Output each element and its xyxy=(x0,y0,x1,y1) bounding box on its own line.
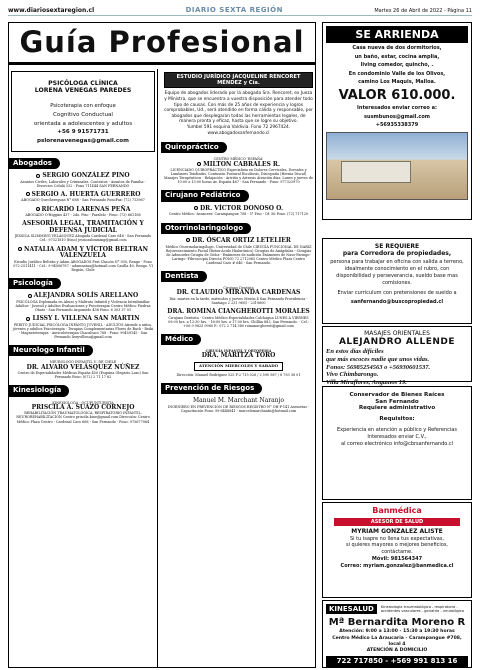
website-link[interactable]: www.diariosextaregion.cl xyxy=(8,6,95,14)
listing-center: CENTRO MÉDICO 'ESPAÑA' xyxy=(213,157,264,162)
ad-line: En estos días difíciles xyxy=(326,347,384,355)
listing-detail: REHABILITACIÓN TRAUMATOLÓGICA, RESPIRATORIO INFANTIL, NEUROREHABILITACIÓN Centro priscila.kine@gmail.com Dirección: Centro Médico Plaza Centro - Cardenal Caro 668 - San Fernando - Fono: 975677064 xyxy=(16,411,150,424)
listing-detail: Estudio Jurídico Beltrán y Adam ABOGADOS Prat Chacón N° 930, Rengo - Fono 072-2511411 - Cel.: 9-94006787 - adamnataa@hotmail.com Casilla 40, Rengo. VI Región. Chile xyxy=(13,259,153,272)
category-kinesiologia: Kinesiología xyxy=(9,385,69,396)
psy-email[interactable]: pslorenavenegas@gmail.com xyxy=(37,138,129,144)
listing-detail: Dirección: Manuel Rodríguez 525 F:2 715 026 / 2 590 587 / 8 793 38 01 xyxy=(176,372,301,377)
listing-velasquez xyxy=(9,358,157,381)
ej-web[interactable]: www.abogadosanfernando.cl xyxy=(207,130,270,136)
listing-name: DRA. ROMINA CIANGHEROTTI MORALES xyxy=(167,308,310,316)
house-photo xyxy=(326,132,468,200)
listing-detail: Cirujano Dentista - Centro Médico Especialidades Colchagua LUNES A VIERNES 09:00 hrs. a 13:30 hrs. - 16:00 hrs. a 17:00 hrs. Chillán 883, San Fernando. - Cel.: +56 9 9825 9980 F.: 072 2 714 380 romanacgheroti@gmail.com xyxy=(168,315,309,328)
bullet-icon xyxy=(194,206,198,210)
ad-heading: MASAJES ORIENTALES xyxy=(364,330,430,337)
ad-heading: ASESOR DE SALUD xyxy=(334,518,460,526)
ad-body: Interesados enviar C.V., xyxy=(367,433,427,440)
ad-line: Vivo Chimbarongo. xyxy=(326,371,379,379)
listing-name: MILTON CABRALES R. xyxy=(203,160,280,168)
listing-name: DR. CLAUDIO MIRANDA CARDENAS xyxy=(176,289,301,297)
ad-masajes xyxy=(322,326,472,387)
ad-name: Mª Bernardita Moreno R xyxy=(328,617,466,629)
ad-conservador xyxy=(322,386,472,500)
category-otorrino: Otorrinolaringologo xyxy=(161,223,251,234)
bullet-icon xyxy=(18,247,22,251)
ad-heading: SE ARRIENDA xyxy=(326,26,468,43)
bullet-icon xyxy=(197,162,201,166)
psy-name: LORENA VENEGAS PAREDES xyxy=(34,87,132,95)
professional-guide xyxy=(8,22,316,668)
listing-detail: Asuntos Civiles, Laborales y Criminales. Contratos - Asuntos de Familia - Divorcios Celulá 532 - Fono 711444 SAN FERNANDO xyxy=(20,179,146,188)
ad-se-arrienda xyxy=(322,22,472,220)
kinesalud-logo xyxy=(326,604,468,614)
category-medico: Médico xyxy=(161,334,201,345)
ad-line: Interesados enviar correo a: xyxy=(357,105,437,112)
listing-name: ALEJANDRA SOLÍS ARELLANO xyxy=(33,292,139,300)
bullet-icon xyxy=(26,317,30,321)
listing-name: Manuel M. Marchant Naranjo xyxy=(193,397,284,405)
ad-body: Si tu isapre no llena tus expectativas, xyxy=(349,535,445,542)
category-abogados: Abogados xyxy=(9,158,60,169)
ad-se-requiere xyxy=(322,238,472,324)
newspaper-name: DIARIO SEXTA REGIÓN xyxy=(185,6,283,15)
ad-heading: San Fernando xyxy=(375,398,419,405)
guide-title: Guía Profesional xyxy=(19,25,305,60)
ad-note: ATENCIÓN A DOMICILIO xyxy=(366,647,428,653)
listing-cingherotti xyxy=(161,307,316,330)
category-neurologo: Neurologo Infantil xyxy=(9,345,93,356)
listing-detail: ABOGADO O'Higgins 437 - 2do. Piso - Paralelo - Fono: (72) 661168 xyxy=(25,213,141,218)
ad-line: que más escoces nadie que unos vidas. xyxy=(326,355,430,363)
guide-banner xyxy=(9,23,315,65)
listing-donoso xyxy=(161,204,316,219)
psychologist-ad xyxy=(11,71,155,152)
listing-detail: ABOGADO Quechereguas N° 688 - San Fernando FonoFax: (72) 713967 xyxy=(21,198,145,203)
category-dentista: Dentista xyxy=(161,271,207,282)
listing-specialty: CIRUGÍA INFANTIL Y ORTOPEDIA xyxy=(205,349,272,354)
listing-detail: PSICÓLOGA Diplomada en Abuso y Maltrato Infantil y Violencia Intrafamiliar Adultos - Juvenil y Adultos Evaluaciones y Psicoterapia Centro Médico Piedras Oñate - San Fernando Argomedo 436 Fono: 6 303 37 01 xyxy=(15,299,151,313)
category-cirujano: Cirujano Pediátrico xyxy=(161,190,249,201)
psy-desc-1: Psicoterapia con enfoque xyxy=(50,102,116,109)
ad-body: contáctame. xyxy=(381,549,413,556)
listing-estudio-juridico xyxy=(161,69,316,138)
house-shape xyxy=(341,161,411,183)
ad-name: ALEJANDRO ALLENDE xyxy=(338,337,456,348)
listing-detail: Día: martes en la tarde, miércoles y jueves Mesón 4 San Fernando Providencia - Santiago 2 231 9601 - 2319600 xyxy=(169,296,308,306)
ad-hours: Atención: 9:00 a 13:00 - 15:30 a 19:30 horas xyxy=(339,629,455,635)
ad-address: Centro Médico La Araucaria - Carampangue #708, local 4 xyxy=(332,635,462,647)
guide-left-column xyxy=(9,69,158,667)
listing-detail: Médico Otorrinolaringólogo, Universidad de Chile CIRUGÍA FUNCIONAL DE NARIZ Rejuvenecimiento Facial (Botox-Ácido Hialurónico) Cirugías de Amígdalas - Cirugías de Adenoides Cirugía de Oídos - Exámenes de audición Exámenes de Naso-Faringo-Laringo -Fibroscopia Directa FONO 72 2712065 Centro Médico Plaza Centro Cardenal Caro # 646 - San Fernando. xyxy=(165,244,312,265)
psy-desc-3: orientada a adolescentes y adultos xyxy=(33,120,133,127)
bullet-icon xyxy=(36,174,40,178)
listing-name: DRA. MARITZA TORO xyxy=(201,352,276,360)
listing-detail: Centro Médico 'Asuncera' Carampangue 708 - 5° Piso - Of. 56 Fono: (72) 717120 xyxy=(168,212,309,217)
ad-heading: Conservador de Bienes Raíces xyxy=(349,392,445,398)
listing-miranda xyxy=(161,284,316,307)
listing-toro xyxy=(161,347,316,379)
listing-specialty: Cirujano Dentista xyxy=(223,286,254,291)
estudio-juridico-logo: ESTUDIO JURÍDICO JACQUELINE RENCORET MÉNDEZ y Cía. xyxy=(164,72,313,88)
schedule-box: ATENCIÓN MIERCOLES Y SABADO xyxy=(194,362,283,371)
ad-line: Casa nueva de dos dormitorios, xyxy=(352,45,442,52)
listing-detail: LICENCIADO QUIROPRÁCTICO Especialista en Dolores Cervicales, Dorsales y Lumbares Tendinitis, Contusión Postural Escoliosis, Discopatía (Hernia Discal) Masajes Terapéuticos - Relajación - Artritis y Artrosis Atención días: Lunes y jueves de 10:00 a 13:00 horas Av. España 467 - San Fernando - Fono: 977323970 xyxy=(164,168,314,185)
kinesalud-services: Kinesiología traumatológica - respiratoria - accidentes vasculares - geriatría - neurológica xyxy=(380,604,464,614)
listing-ortiz xyxy=(161,236,316,267)
ej-contact: Yumbel 591 esquina Valdivia. Fono 72 2967424. xyxy=(186,124,291,130)
listing-name: DR. ÓSCAR ORTIZ LETELIER xyxy=(192,236,291,244)
listing-huerta xyxy=(9,190,157,205)
ad-email[interactable]: Correo: myriam.gonzalez@banmedica.cl xyxy=(340,562,454,569)
listing-name: DR. VÍCTOR DONOSO O. xyxy=(199,204,284,212)
listing-slimming xyxy=(9,219,157,244)
listing-detail: Centro de Especialidades Médicas España 450 (Esquina Olegario Lazo) San Fernando Fono: (072) 2 71 17 62 xyxy=(17,371,149,380)
listing-villena xyxy=(9,314,157,341)
ad-phone[interactable]: 722 717850 - +569 991 813 16 xyxy=(326,656,468,666)
ad-body: Enviar curriculum con pretensiones de sueldo a xyxy=(337,290,457,297)
ad-body: si quieres mayores o mejores beneficios, xyxy=(345,542,449,549)
psy-desc-2: Cognitivo Conductual xyxy=(52,111,113,118)
ad-phone[interactable]: Móvil: 981564347 xyxy=(371,555,423,562)
ad-heading: SE REQUIERE xyxy=(374,243,420,250)
listing-detail: INGENIERO EN PREVENCIÓN DE RIESGOS REGISTRO N° OH-P-141 Asesorías - Capacitación Fono: 99-6448841 - marcelomarchantn@hotmail.com xyxy=(167,404,310,413)
bullet-icon xyxy=(186,238,190,242)
category-psicologia: Psicología xyxy=(9,278,61,289)
ad-price: VALOR 610.000. xyxy=(338,87,456,103)
listing-name: PRISCILA A. SUAZO CORNEJO xyxy=(31,403,135,411)
ad-kinesalud xyxy=(322,600,472,668)
page-date: Martes 26 de Abril de 2022 - Página 11 xyxy=(374,7,472,14)
listing-name: LISSY I. VILLENA SAN MARTIN xyxy=(32,315,140,323)
ad-line: Villa Miraflores, Angamos 19. xyxy=(326,379,407,387)
guide-right-column xyxy=(161,69,316,667)
bullet-icon xyxy=(28,294,32,298)
psy-phone[interactable]: +56 9 91571731 xyxy=(57,129,109,136)
ad-line: living comedor, quincho, . xyxy=(360,62,434,69)
ad-email[interactable]: sanfernando@buscopropiedad.cl xyxy=(350,299,444,306)
ad-banmedica xyxy=(322,502,472,598)
listing-detail: PERITO JUDICIAL PSICÓLOGA INFANTO JUVENIL - ADULTOS Atiende a niños, jóvenes y adultos Psicoterapia - Terapias Complementarias Flores de Bach - Reiki - Magnetoterapia - Auriculoterapia Chacabuco 768 - Fono: 99459145 - San Fernando lissyvillena@gmail.com xyxy=(12,322,154,339)
listing-name: ASESORÍA LEGAL, TRAMITACIÓN Y DEFENSA JUDICIAL xyxy=(22,220,144,234)
listing-solis xyxy=(9,291,157,314)
listing-name: NATALIA ADAM Y VÍCTOR BELTRAN VALENZUELA xyxy=(24,245,148,260)
listing-marchant xyxy=(161,396,316,415)
ad-body: Experiencia en atención a público y Referencias xyxy=(337,426,457,433)
ad-subheading: para Corredora de propiedades, xyxy=(342,250,452,258)
listing-specialty: NEUROLOGO INFANTIL U. DE CHILE xyxy=(49,360,117,365)
ad-line: camino Los Maquis, Malloa. xyxy=(358,79,436,86)
ad-phone[interactable]: Fonos: 56985254563 o +56930601537. xyxy=(326,363,431,371)
ad-phone[interactable]: +56935338379 xyxy=(375,122,419,129)
ad-body: persona para trabajar en oficina con salida a terreno, idealmente conocimiento en el rubro, con disponibilidad y perseverancia, sueldo base mas comisiones. xyxy=(330,259,464,286)
ad-line: En condominio Valle de los Olivos, xyxy=(348,70,446,77)
listing-name: DR. ALVARO VELÁSQUEZ NÚÑEZ xyxy=(26,363,140,371)
ad-email[interactable]: al correo electrónico info@cbrsanfernando.cl xyxy=(341,440,453,447)
ad-name: MYRIAM GONZALEZ ALISTE xyxy=(351,527,443,535)
ej-description: Equipo de abogados liderado por la abogada Sra. Rencoret, ex Jueza y Ministra, que se encuentra a vuestra disposición para atender todo tipo de causas. Con más de 25 años de experiencia y logros comprobables, Ud., será atendido en forma cálida y responsable, por abogados que desplegaran todas las herramientas legales, de manera pronta y eficaz, hasta que se logre su objetivo. xyxy=(164,91,313,125)
ad-line: un baño, estar, cocina amplia, xyxy=(354,53,440,60)
bullet-icon xyxy=(36,207,40,211)
banmedica-logo: Banmédica xyxy=(372,506,422,515)
listing-name: RICARDO LARENAS PEÑA xyxy=(41,205,131,213)
listing-name: SERGIO A. HUERTA GUERRERO xyxy=(31,190,141,198)
listing-cabrales xyxy=(161,155,316,186)
kinesalud-wordmark: KINESALUD xyxy=(326,604,377,614)
category-quiropractico: Quiropráctico xyxy=(161,142,227,153)
ad-heading: Requiere administrativo xyxy=(358,405,436,412)
ad-requisitos: Requisitos: xyxy=(379,416,415,423)
listing-larenas xyxy=(9,205,157,220)
category-prevencion: Prevención de Riesgos xyxy=(161,383,262,394)
listing-adam-beltran xyxy=(9,245,157,274)
listing-suazo xyxy=(9,399,157,426)
psy-title: PSICÓLOGA CLÍNICA xyxy=(48,80,118,87)
bullet-icon xyxy=(26,192,30,196)
listing-specialty: KINESIOLOGA - OCUPUNTURISTA xyxy=(52,400,114,405)
ad-email[interactable]: susmbunos@gmail.com xyxy=(364,113,430,120)
page-header xyxy=(8,6,472,16)
listing-name: SERGIO GONZÁLEZ PINO xyxy=(42,172,130,180)
listing-detail: JESSICA SLIMMING VELÁSQUEZ Abogada Cardenal Caro 648 - San Fernando Cel.: 97321810 (fono) jessicaslimming@gmail.com xyxy=(14,234,152,243)
listing-gonzalez xyxy=(9,171,157,190)
